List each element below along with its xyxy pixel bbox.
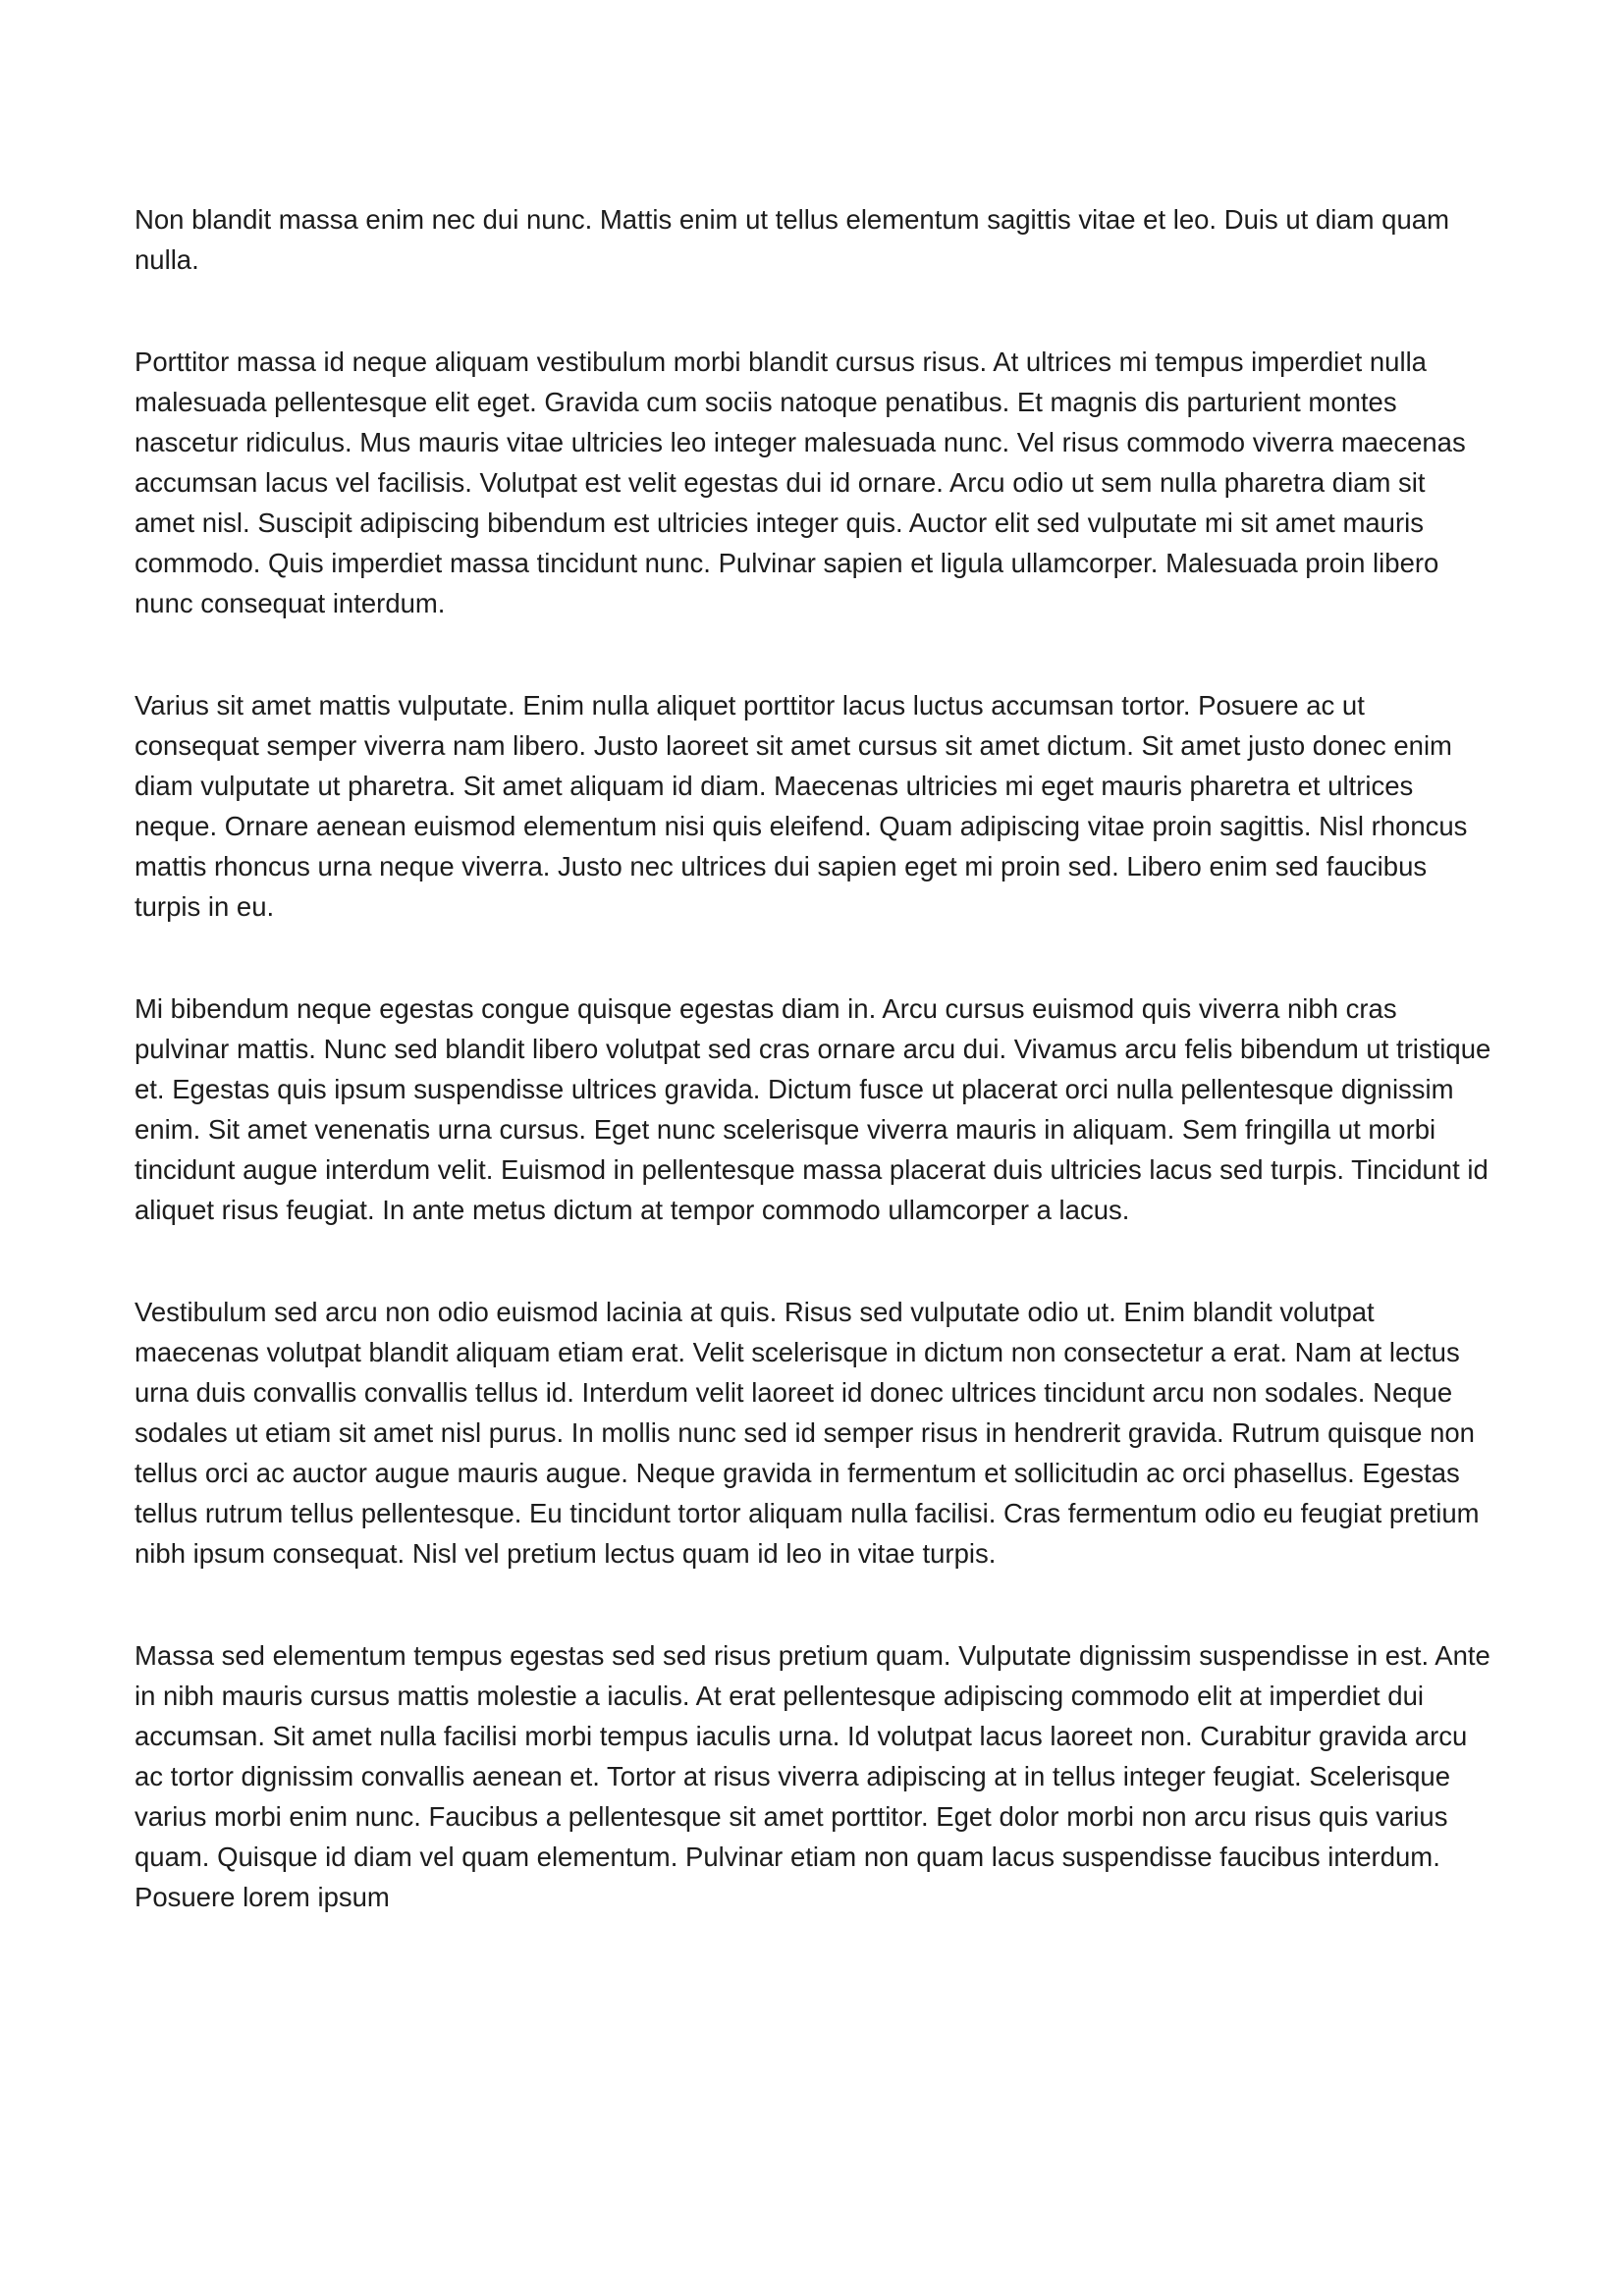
paragraph-5: Vestibulum sed arcu non odio euismod lacinia at quis. Risus sed vulputate odio ut. Enim blandit volutpat maecenas volutpat blandit aliquam etiam erat. Velit scelerisque in dictum non consectetur a erat. Nam at lectus urna duis convallis convallis tellus id. Interdum velit laoreet id donec ultrices tincidunt arcu non sodales. Neque sodales ut etiam sit amet nisl purus. In mollis nunc sed id semper risus in hendrerit gravida. Rutrum quisque non tellus orci ac auctor augue mauris augue. Neque gravida in fermentum et sollicitudin ac orci phasellus. Egestas tellus rutrum tellus pellentesque. Eu tincidunt tortor aliquam nulla facilisi. Cras fermentum odio eu feugiat pretium nibh ipsum consequat. Nisl vel pretium lectus quam id leo in vitae turpis. — [135, 1297, 1480, 1569]
paragraph-3: Varius sit amet mattis vulputate. Enim nulla aliquet porttitor lacus luctus accumsan tortor. Posuere ac ut consequat semper viverra nam libero. Justo laoreet sit amet cursus sit amet dictum. Sit amet justo donec enim diam vulputate ut pharetra. Sit amet aliquam id diam. Maecenas ultricies mi eget mauris pharetra et ultrices neque. Ornare aenean euismod elementum nisi quis eleifend. Quam adipiscing vitae proin sagittis. Nisl rhoncus mattis rhoncus urna neque viverra. Justo nec ultrices dui sapien eget mi proin sed. Libero enim sed faucibus turpis in eu. — [135, 690, 1468, 922]
paragraph-2: Porttitor massa id neque aliquam vestibulum morbi blandit cursus risus. At ultrices mi tempus imperdiet nulla malesuada pellentesque elit eget. Gravida cum sociis natoque penatibus. Et magnis dis parturient montes nascetur ridiculus. Mus mauris vitae ultricies leo integer malesuada nunc. Vel risus commodo viverra maecenas accumsan lacus vel facilisis. Volutpat est velit egestas dui id ornare. Arcu odio ut sem nulla pharetra diam sit amet nisl. Suscipit adipiscing bibendum est ultricies integer quis. Auctor elit sed vulputate mi sit amet mauris commodo. Quis imperdiet massa tincidunt nunc. Pulvinar sapien et ligula ullamcorper. Malesuada proin libero nunc consequat interdum. — [135, 347, 1466, 618]
document-text-body — [135, 199, 1491, 1917]
paragraph-1: Non blandit massa enim nec dui nunc. Mattis enim ut tellus elementum sagittis vitae et leo. Duis ut diam quam nulla. — [135, 204, 1449, 275]
paragraph-4: Mi bibendum neque egestas congue quisque egestas diam in. Arcu cursus euismod quis viverra nibh cras pulvinar mattis. Nunc sed blandit libero volutpat sed cras ornare arcu dui. Vivamus arcu felis bibendum ut tristique et. Egestas quis ipsum suspendisse ultrices gravida. Dictum fusce ut placerat orci nulla pellentesque dignissim enim. Sit amet venenatis urna cursus. Eget nunc scelerisque viverra mauris in aliquam. Sem fringilla ut morbi tincidunt augue interdum velit. Euismod in pellentesque massa placerat duis ultricies lacus sed turpis. Tincidunt id aliquet risus feugiat. In ante metus dictum at tempor commodo ullamcorper a lacus. — [135, 993, 1491, 1225]
paragraph-6: Massa sed elementum tempus egestas sed sed risus pretium quam. Vulputate dignissim suspendisse in est. Ante in nibh mauris cursus mattis molestie a iaculis. At erat pellentesque adipiscing commodo elit at imperdiet dui accumsan. Sit amet nulla facilisi morbi tempus iaculis urna. Id volutpat lacus laoreet non. Curabitur gravida arcu ac tortor dignissim convallis aenean et. Tortor at risus viverra adipiscing at in tellus integer feugiat. Scelerisque varius morbi enim nunc. Faucibus a pellentesque sit amet porttitor. Eget dolor morbi non arcu risus quis varius quam. Quisque id diam vel quam elementum. Pulvinar etiam non quam lacus suspendisse faucibus interdum. Posuere lorem ipsum — [135, 1640, 1490, 1912]
